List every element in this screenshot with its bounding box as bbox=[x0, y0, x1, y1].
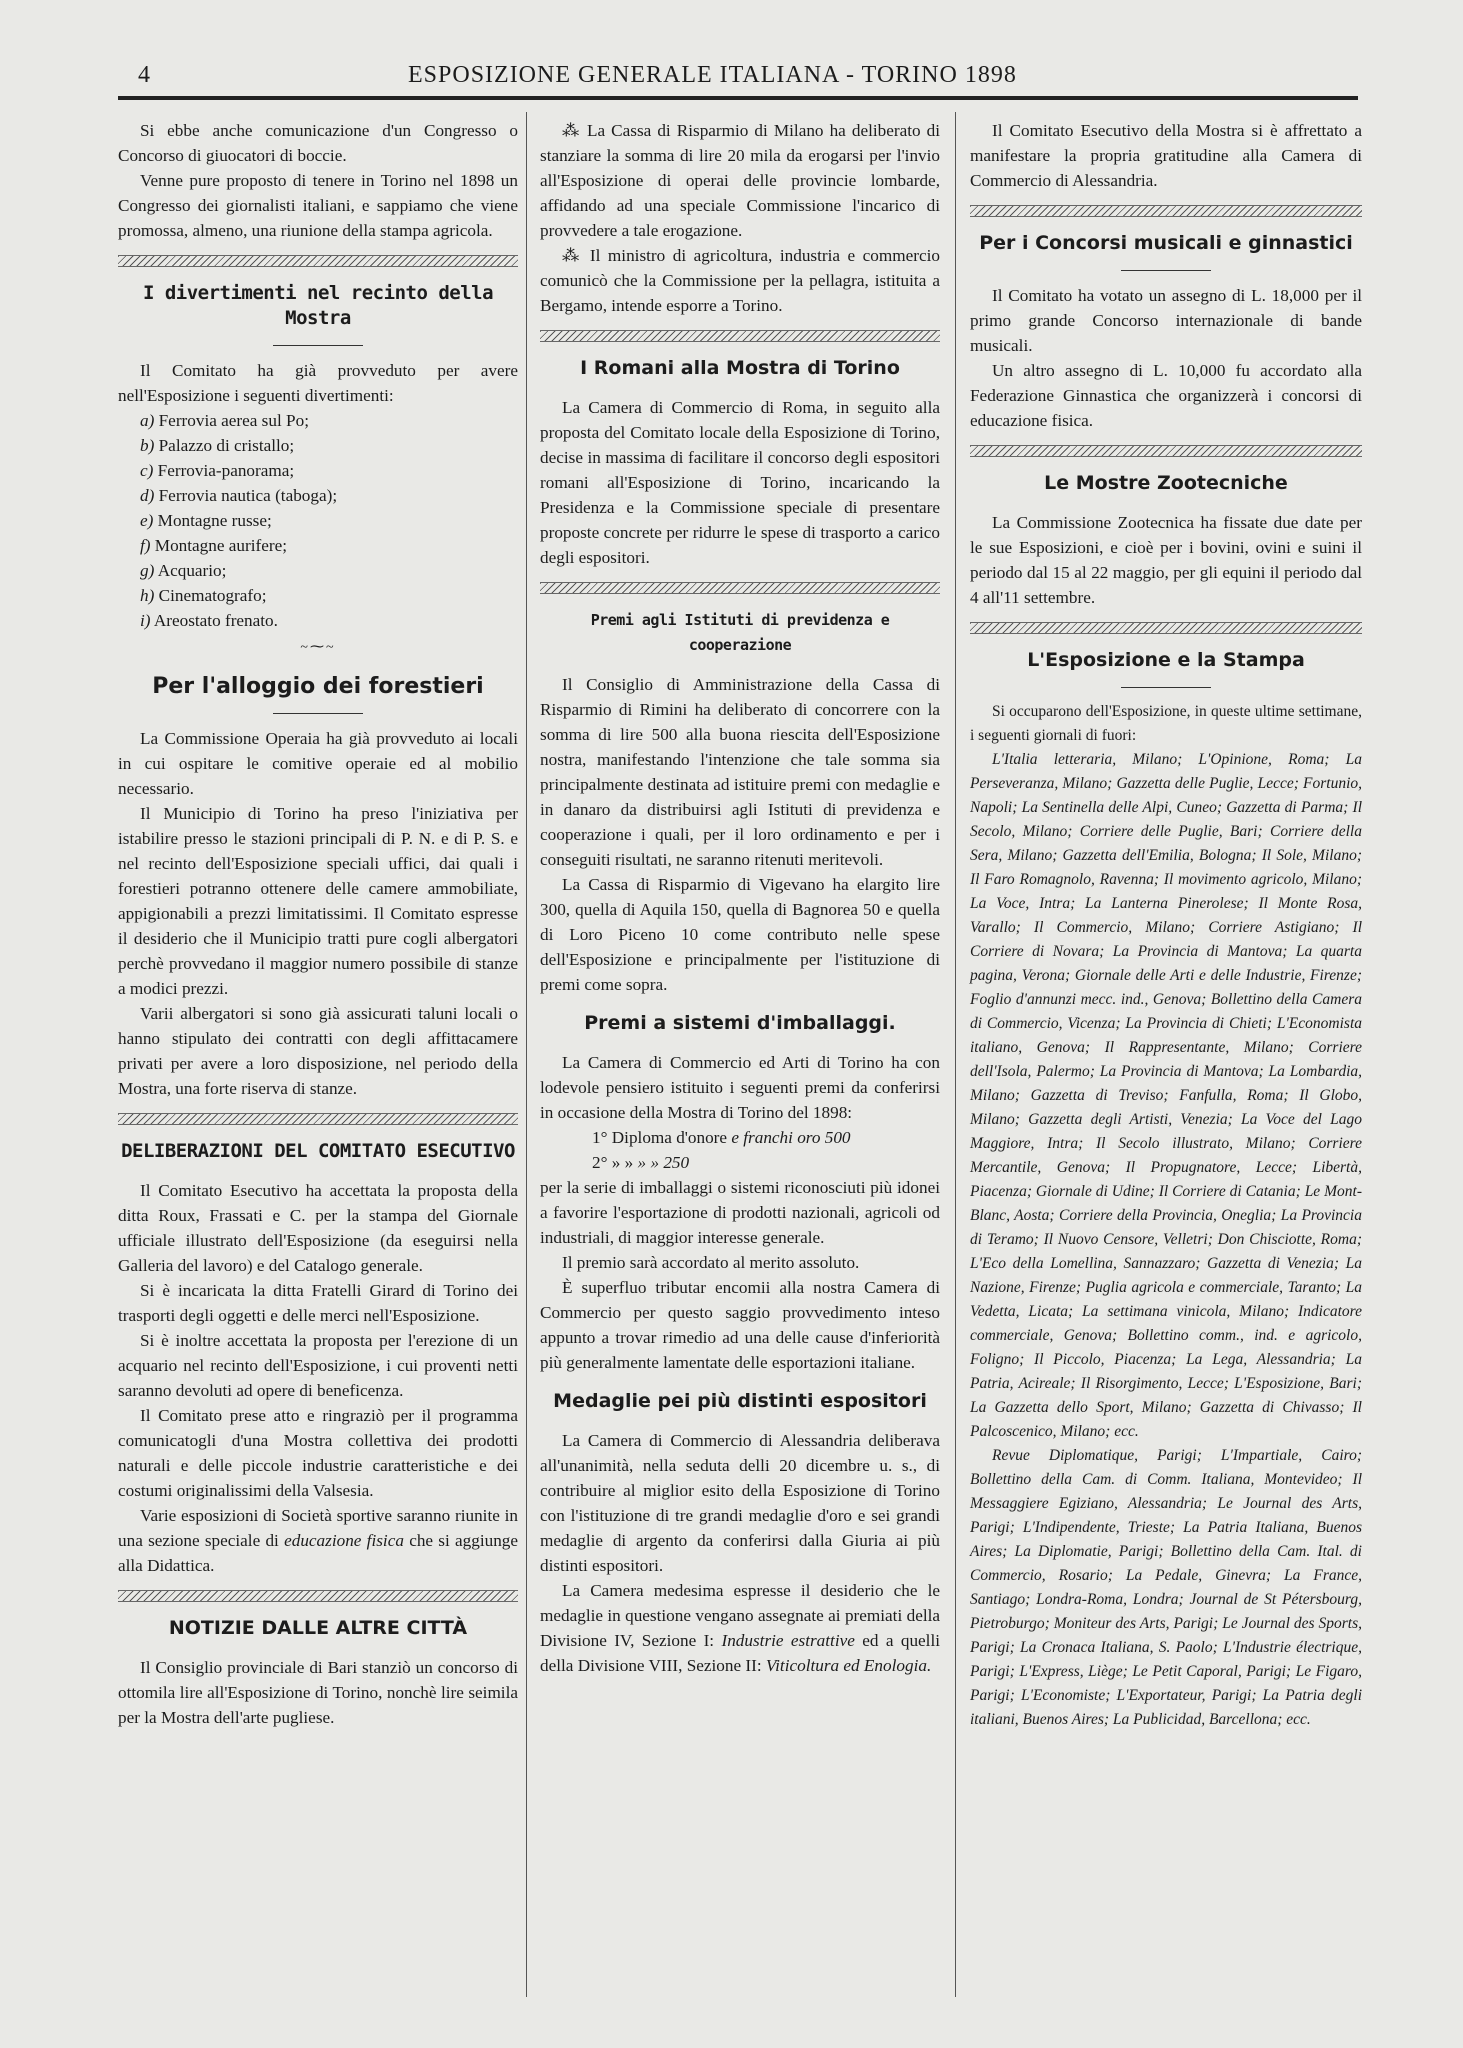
paragraph: Il Comitato prese atto e ringraziò per il programma comunicatogli d'una Mostra collettiva dei prodotti naturali e delle piccole industrie caratteristiche e dei costumi originalissimi della Valsesia. bbox=[118, 1406, 518, 1500]
list-item: e) Montagne russe; bbox=[140, 511, 272, 530]
section-title: L'Esposizione e la Stampa bbox=[1027, 649, 1305, 671]
title-rule bbox=[1121, 687, 1211, 688]
paragraph: Venne pure proposto di tenere in Torino nel 1898 un Congresso dei giornalisti italiani, e sappiamo che viene promossa, almeno, una riunione della stampa agricola. bbox=[118, 171, 518, 240]
paragraph: La Commissione Operaia ha già provveduto ai locali in cui ospitare le comitive operaie ed al mobilio necessario. bbox=[118, 729, 518, 798]
page-number: 4 bbox=[138, 62, 150, 88]
wavy-separator bbox=[540, 582, 940, 594]
paragraph: Varii albergatori si sono già assicurati taluni locali o hanno stipulato dei contratti con degli affittacamere privati per avere a loro disposizione, nel periodo della Mostra, una forte riserva di stanze. bbox=[118, 1004, 518, 1098]
list-item: a) Ferrovia aerea sul Po; bbox=[140, 411, 309, 430]
list-item: b) Palazzo di cristallo; bbox=[140, 436, 295, 455]
foreign-newspaper-list: Revue Diplomatique, Parigi; L'Impartiale, Cairo; Bollettino della Cam. di Comm. Italiana, Montevideo; Il Messaggiere Egiziano, Alessandria; Le Journal des Arts, Parigi; L'Indipendente, Trieste; La Patria Italiana, Buenos Aires; La Diplomatie, Parigi; Bollettino della Cam. Ital. di Commercio, Rosario; La Pedale, Ginevra; La France, Santiago; Londra-Roma, Londra; Journal de St Pétersbourg, Pietroburgo; Moniteur des Arts, Parigi; Le Journal des Sports, Parigi; La Cronaca Italiana, S. Paolo; L'Industrie électrique, Parigi; L'Express, Liège; Le Petit Caporal, Parigi; Le Figaro, Parigi; L'Economiste; L'Exportateur, Parigi; La Patria degli italiani, Buenos Aires; La Publicidad, Barcellona; ecc. bbox=[970, 1447, 1362, 1728]
paragraph: La Commissione Zootecnica ha fissate due date per le sue Esposizioni, e cioè per i bovini, ovini e suini il periodo dal 15 al 22 maggio, per gli equini il periodo dal 4 all'11 settembre. bbox=[970, 513, 1362, 607]
list-item: g) Acquario; bbox=[140, 561, 227, 580]
paragraph: Varie esposizioni di Società sportive saranno riunite in una sezione speciale di educazione fisica che si aggiunge alla Didattica. bbox=[118, 1506, 519, 1575]
paragraph: ⁂ La Cassa di Risparmio di Milano ha deliberato di stanziare la somma di lire 20 mila da erogarsi per l'invio all'Esposizione di operai delle provincie lombarde, affidando ad una speciale Commissione l'incarico di provvedere a tale erogazione. bbox=[540, 121, 940, 240]
paragraph: Il Comitato Esecutivo ha accettata la proposta della ditta Roux, Frassati e C. per la stampa del Giornale ufficiale illustrato dell'Esposizione (da eseguirsi nella Galleria del lavoro) e del Catalogo generale. bbox=[118, 1181, 518, 1275]
paragraph: La Camera medesima espresse il desiderio che le medaglie in questione vengano assegnate ai premiati della Divisione IV, Sezione I: Industrie estrattive ed a quelli della Divisione VIII, Sezione II: Viticoltura ed Enologia. bbox=[540, 1581, 940, 1675]
section-title: I divertimenti nel recinto della Mostra bbox=[142, 282, 494, 329]
section-title: Premi a sistemi d'imballaggi. bbox=[584, 1012, 896, 1034]
paragraph: Il Comitato ha votato un assegno di L. 18,000 per il primo grande Concorso internazionale di bande musicali. bbox=[970, 286, 1362, 355]
column-2 bbox=[540, 118, 940, 1998]
title-rule bbox=[1121, 270, 1211, 271]
section-title: NOTIZIE DALLE ALTRE CITTÀ bbox=[168, 1617, 468, 1639]
paragraph: La Camera di Commercio di Alessandria deliberava all'unanimità, nella seduta delli 20 dicembre u. s., di contribuire al miglior esito della Esposizione di Torino con l'istituzione di tre grandi medaglie d'oro e sei grandi medaglie di argento da conferirsi dalla Giuria ai più distinti espositori. bbox=[540, 1431, 940, 1575]
paragraph: Il Comitato Esecutivo della Mostra si è affrettato a manifestare la propria gratitudine alla Camera di Commercio di Alessandria. bbox=[970, 121, 1362, 190]
running-title: ESPOSIZIONE GENERALE ITALIANA - TORINO 1898 bbox=[408, 62, 1017, 88]
section-title: Per l'alloggio dei forestieri bbox=[152, 674, 484, 699]
paragraph: Si è inoltre accettata la proposta per l'erezione di un acquario nel recinto dell'Esposizione, i cui proventi netti saranno devoluti ad opere di beneficenza. bbox=[118, 1331, 518, 1400]
paragraph: La Camera di Commercio di Roma, in seguito alla proposta del Comitato locale della Esposizione di Torino, decise in massima di facilitare il concorso degli espositori romani all'Esposizione di Torino, incaricando la Presidenza e la Commissione speciale di presentare proposte concrete per ridurre le spese di trasporto a carico degli espositori. bbox=[540, 398, 940, 567]
list-item: h) Cinematografo; bbox=[140, 586, 267, 605]
column-3 bbox=[970, 118, 1362, 1998]
wavy-separator bbox=[540, 330, 940, 342]
list-item: c) Ferrovia-panorama; bbox=[140, 461, 295, 480]
paragraph: Il Consiglio di Amministrazione della Cassa di Risparmio di Rimini ha deliberato di concorrere con la somma di lire 500 alla buona riescita dell'Esposizione nostra, manifestando l'intenzione che tale somma sia principalmente destinata ad istituire premi con medaglie e in danaro da distribuirsi agli Istituti di previdenza e cooperazione i quali, per il loro ordinamento e per i conseguiti risultati, ne saranno ritenuti meritevoli. bbox=[540, 675, 940, 869]
paragraph: È superfluo tributar encomii alla nostra Camera di Commercio per questo saggio provvedimento inteso appunto a trovar rimedio ad una delle cause d'inferiorità più generalmente lamentate delle esportazioni italiane. bbox=[540, 1278, 940, 1372]
paragraph: Il Municipio di Torino ha preso l'iniziativa per istabilire presso le stazioni principali di P. N. e di P. S. e nel recinto dell'Esposizione speciali uffici, dai quali i forestieri potranno ottenere delle camere ammobiliate, appigionabili a prezzi limitatissimi. Il Comitato espresse il desiderio che il Municipio tratti pure cogli albergatori perchè provvedano il maggior numero possibile di stanze a modici prezzi. bbox=[118, 804, 518, 998]
wavy-separator bbox=[118, 255, 518, 267]
wavy-separator bbox=[970, 205, 1362, 217]
list-item: f) Montagne aurifere; bbox=[140, 536, 287, 555]
paragraph: ⁂ Il ministro di agricoltura, industria e commercio comunicò che la Commissione per la pellagra, istituita a Bergamo, intende esporre a Torino. bbox=[540, 246, 940, 315]
paragraph: La Camera di Commercio ed Arti di Torino ha con lodevole pensiero istituito i seguenti premi da conferirsi in occasione della Mostra di Torino del 1898: bbox=[540, 1053, 940, 1122]
paragraph: Il Comitato ha già provveduto per avere nell'Esposizione i seguenti divertimenti: bbox=[118, 361, 518, 405]
prize-line: 1° Diploma d'onore e franchi oro 500 bbox=[592, 1128, 851, 1147]
prize-line: 2° » » » » 250 bbox=[592, 1153, 690, 1172]
section-title: I Romani alla Mostra di Torino bbox=[580, 357, 900, 379]
paragraph: Si occuparono dell'Esposizione, in queste ultime settimane, i seguenti giornali di fuori: bbox=[970, 703, 1362, 744]
paragraph: Un altro assegno di L. 10,000 fu accordato alla Federazione Ginnastica che organizzerà i concorsi di educazione fisica. bbox=[970, 361, 1362, 430]
section-title: Per i Concorsi musicali e ginnastici bbox=[979, 232, 1353, 254]
page-header bbox=[118, 58, 1358, 98]
paragraph: Si ebbe anche comunicazione d'un Congresso o Concorso di giuocatori di boccie. bbox=[118, 121, 518, 165]
newspaper-list: L'Italia letteraria, Milano; L'Opinione, Roma; La Perseveranza, Milano; Gazzetta delle Puglie, Lecce; Fortunio, Napoli; La Sentinella delle Alpi, Cuneo; Gazzetta di Parma; Il Secolo, Milano; Corriere delle Puglie, Bari; Corriere della Sera, Milano; Gazzetta dell'Emilia, Bologna; Il Sole, Milano; Il Faro Romagnolo, Ravenna; Il movimento agricolo, Milano; La Voce, Intra; La Lanterna Pinerolese; Il Monte Rosa, Varallo; Il Commercio, Milano; Corriere Astigiano; Il Corriere di Novara; La Provincia di Mantova; La quarta pagina, Verona; Giornale delle Arti e delle Industrie, Firenze; Foglio d'annunzi mecc. ind., Genova; Bollettino della Camera di Commercio, Vicenza; La Provincia di Chieti; L'Economista italiano, Genova; Il Rappresentante, Milano; Corriere dell'Isola, Palermo; La Provincia di Mantova; La Lombardia, Milano; Gazzetta di Treviso; Fanfulla, Roma; Il Globo, Milano; Gazzetta degli Artisti, Venezia; La Voce del Lago Maggiore, Intra; Il Secolo illustrato, Milano; Corriere Mercantile, Genova; Il Propugnatore, Lecce; Libertà, Piacenza; Giornale di Udine; Il Corriere di Catania; Le Mont-Blanc, Aosta; Corriere della Provincia, Oneglia; La Provincia di Teramo; Il Nuovo Censore, Velletri; Don Chisciotte, Roma; L'Eco della Lomellina, Sannazzaro; Gazzetta di Venezia; La Nazione, Firenze; Puglia agricola e commerciale, Taranto; La Vedetta, Licata; La settimana vinicola, Milano; Indicatore commerciale, Genova; Bollettino comm., ind. e agricolo, Foligno; Il Piccolo, Piacenza; La Lega, Alessandria; La Patria, Acireale; Il Risorgimento, Lecce; L'Esposizione, Bari; La Gazzetta dello Sport, Milano; Gazzetta di Chivasso; Il Palcoscenico, Milano; ecc. bbox=[970, 751, 1362, 1440]
header-rule bbox=[118, 96, 1358, 100]
wavy-separator bbox=[970, 445, 1362, 457]
wavy-separator bbox=[118, 1590, 518, 1602]
title-rule bbox=[273, 345, 363, 346]
section-title: DELIBERAZIONI DEL COMITATO ESECUTIVO bbox=[121, 1140, 515, 1162]
wavy-separator bbox=[970, 622, 1362, 634]
paragraph: La Cassa di Risparmio di Vigevano ha elargito lire 300, quella di Aquila 150, quella di Bagnorea 50 e quella di Loro Piceno 10 come contributo nelle spese dell'Esposizione e principalmente per l'istituzione di premi come sopra. bbox=[540, 875, 940, 994]
ornament-icon: ~⁓~ bbox=[300, 640, 336, 655]
list-item: d) Ferrovia nautica (taboga); bbox=[140, 486, 338, 505]
column-divider bbox=[526, 112, 527, 1997]
wavy-separator bbox=[118, 1113, 518, 1125]
title-rule bbox=[273, 713, 363, 714]
section-title: Le Mostre Zootecniche bbox=[1044, 472, 1288, 494]
section-title: Premi agli Istituti di previdenza e cooperazione bbox=[590, 611, 890, 654]
section-title: Medaglie pei più distinti espositori bbox=[553, 1390, 927, 1412]
column-divider bbox=[955, 112, 956, 1997]
paragraph: Il premio sarà accordato al merito assoluto. bbox=[562, 1253, 860, 1272]
attractions-list bbox=[118, 408, 518, 633]
paragraph: Si è incaricata la ditta Fratelli Girard di Torino dei trasporti degli oggetti e delle merci nell'Esposizione. bbox=[118, 1281, 518, 1325]
column-1 bbox=[118, 118, 518, 1998]
paragraph: Il Consiglio provinciale di Bari stanziò un concorso di ottomila lire all'Esposizione di Torino, nonchè lire seimila per la Mostra dell'arte pugliese. bbox=[118, 1658, 518, 1727]
list-item: i) Areostato frenato. bbox=[140, 611, 278, 630]
paragraph: per la serie di imballaggi o sistemi riconosciuti più idonei a favorire l'esportazione di prodotti nazionali, agricoli od industriali, di maggior interesse generale. bbox=[540, 1178, 940, 1247]
